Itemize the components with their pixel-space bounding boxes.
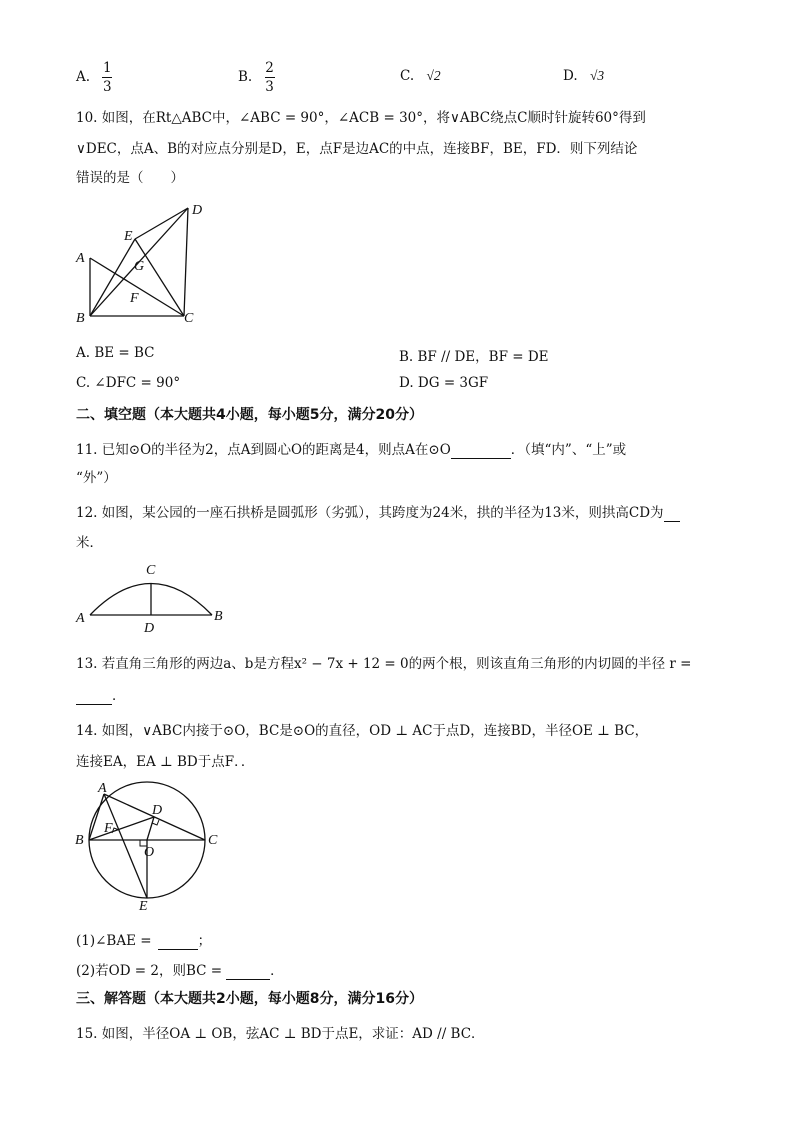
option-value: √3 — [589, 68, 605, 83]
label-E: E — [139, 899, 148, 912]
q11-text: 11. 已知⊙O的半径为2，点A到圆心O的距离是4，则点A在⊙O — [76, 442, 451, 458]
q10-option-d: D. DG = 3GF — [399, 375, 489, 391]
label-B: B — [76, 311, 85, 326]
q13-line1: 13. 若直角三角形的两边a、b是方程x² − 7x + 12 = 0的两个根，则该直角三角形的内切圆的半径 r = — [76, 656, 692, 672]
q10-line1: 10. 如图，在Rt△ABC中，∠ABC = 90°，∠ACB = 30°，将∨ABC绕点C顺时针旋转60°得到 — [76, 110, 646, 126]
numerator: 2 — [265, 60, 274, 76]
fraction — [102, 60, 112, 95]
q10-line3: 错误的是（ ） — [76, 170, 184, 186]
label-A: A — [98, 781, 107, 796]
q14-circle-figure — [72, 778, 222, 912]
q10-option-a: A. BE = BC — [76, 345, 155, 361]
q10-option-c: C. ∠DFC = 90° — [76, 375, 181, 391]
option-label: C. — [400, 68, 415, 84]
q9-option-a — [76, 60, 112, 95]
label-B: B — [214, 609, 223, 624]
option-label: A. — [76, 69, 91, 85]
answer-blank — [76, 688, 112, 705]
q11-line2: “外”） — [76, 470, 117, 486]
label-D: D — [144, 621, 155, 636]
q13-text-end: ． — [112, 688, 126, 704]
q14-sub2-end: ． — [270, 963, 284, 979]
label-B: B — [75, 833, 84, 848]
q12-arch-figure — [72, 558, 236, 636]
q14-sub1 — [76, 929, 211, 950]
q12-line1 — [76, 501, 680, 522]
label-E: E — [124, 229, 133, 244]
answer-blank — [158, 933, 198, 950]
option-value: √2 — [426, 68, 441, 83]
label-G: G — [134, 259, 145, 274]
q10-line2: ∨DEC，点A、B的对应点分别是D，E，点F是边AC的中点，连接BF，BE，FD．则下列结论 — [76, 141, 638, 157]
label-A: A — [76, 251, 85, 266]
q14-sub1-end: ； — [197, 933, 212, 949]
label-O: O — [144, 845, 155, 860]
q12-line2: 米． — [76, 535, 103, 551]
q10-figure — [72, 198, 212, 330]
answer-blank — [664, 505, 680, 522]
section-heading-solve: 三、解答题（本大题共2小题，每小题8分，满分16分） — [76, 991, 423, 1007]
denominator: 3 — [265, 79, 274, 95]
q13-line2 — [76, 684, 126, 705]
numerator: 1 — [103, 60, 112, 76]
label-D: D — [192, 203, 203, 218]
q14-line2: 连接EA，EA ⊥ BD于点F．． — [76, 754, 255, 770]
section-heading-fill-blank: 二、填空题（本大题共4小题，每小题5分，满分20分） — [76, 407, 423, 423]
label-F: F — [130, 291, 139, 306]
label-C: C — [184, 311, 194, 326]
option-label: D. — [563, 68, 578, 84]
q12-text: 12. 如图，某公园的一座石拱桥是圆弧形（劣弧），其跨度为24米，拱的半径为13米，则拱高CD为 — [76, 505, 664, 521]
fraction — [265, 60, 275, 95]
answer-blank — [451, 442, 511, 459]
q14-sub2 — [76, 959, 284, 980]
denominator: 3 — [103, 79, 112, 95]
q14-sub1-text: (1)∠BAE = — [76, 933, 152, 949]
q14-sub2-text: (2)若OD = 2，则BC = — [76, 963, 223, 979]
q9-option-d — [563, 68, 604, 84]
q9-option-c — [400, 68, 441, 84]
label-C: C — [208, 833, 218, 848]
q9-option-b — [238, 60, 275, 95]
label-A: A — [76, 611, 85, 626]
q11-line1 — [76, 438, 626, 459]
q11-text-end: ．（填“内”、“上”或 — [510, 442, 627, 458]
label-D: D — [152, 803, 163, 818]
q14-line1: 14. 如图，∨ABC内接于⊙O，BC是⊙O的直径，OD ⊥ AC于点D，连接BD，半径OE ⊥ BC， — [76, 723, 649, 739]
q10-option-b: B. BF // DE，BF = DE — [399, 349, 549, 365]
label-C: C — [146, 563, 156, 578]
label-F: F — [104, 821, 113, 836]
answer-blank — [226, 963, 270, 980]
option-label: B. — [238, 69, 253, 85]
q15-text: 15. 如图，半径OA ⊥ OB，弦AC ⊥ BD于点E，求证：AD // BC． — [76, 1026, 485, 1042]
